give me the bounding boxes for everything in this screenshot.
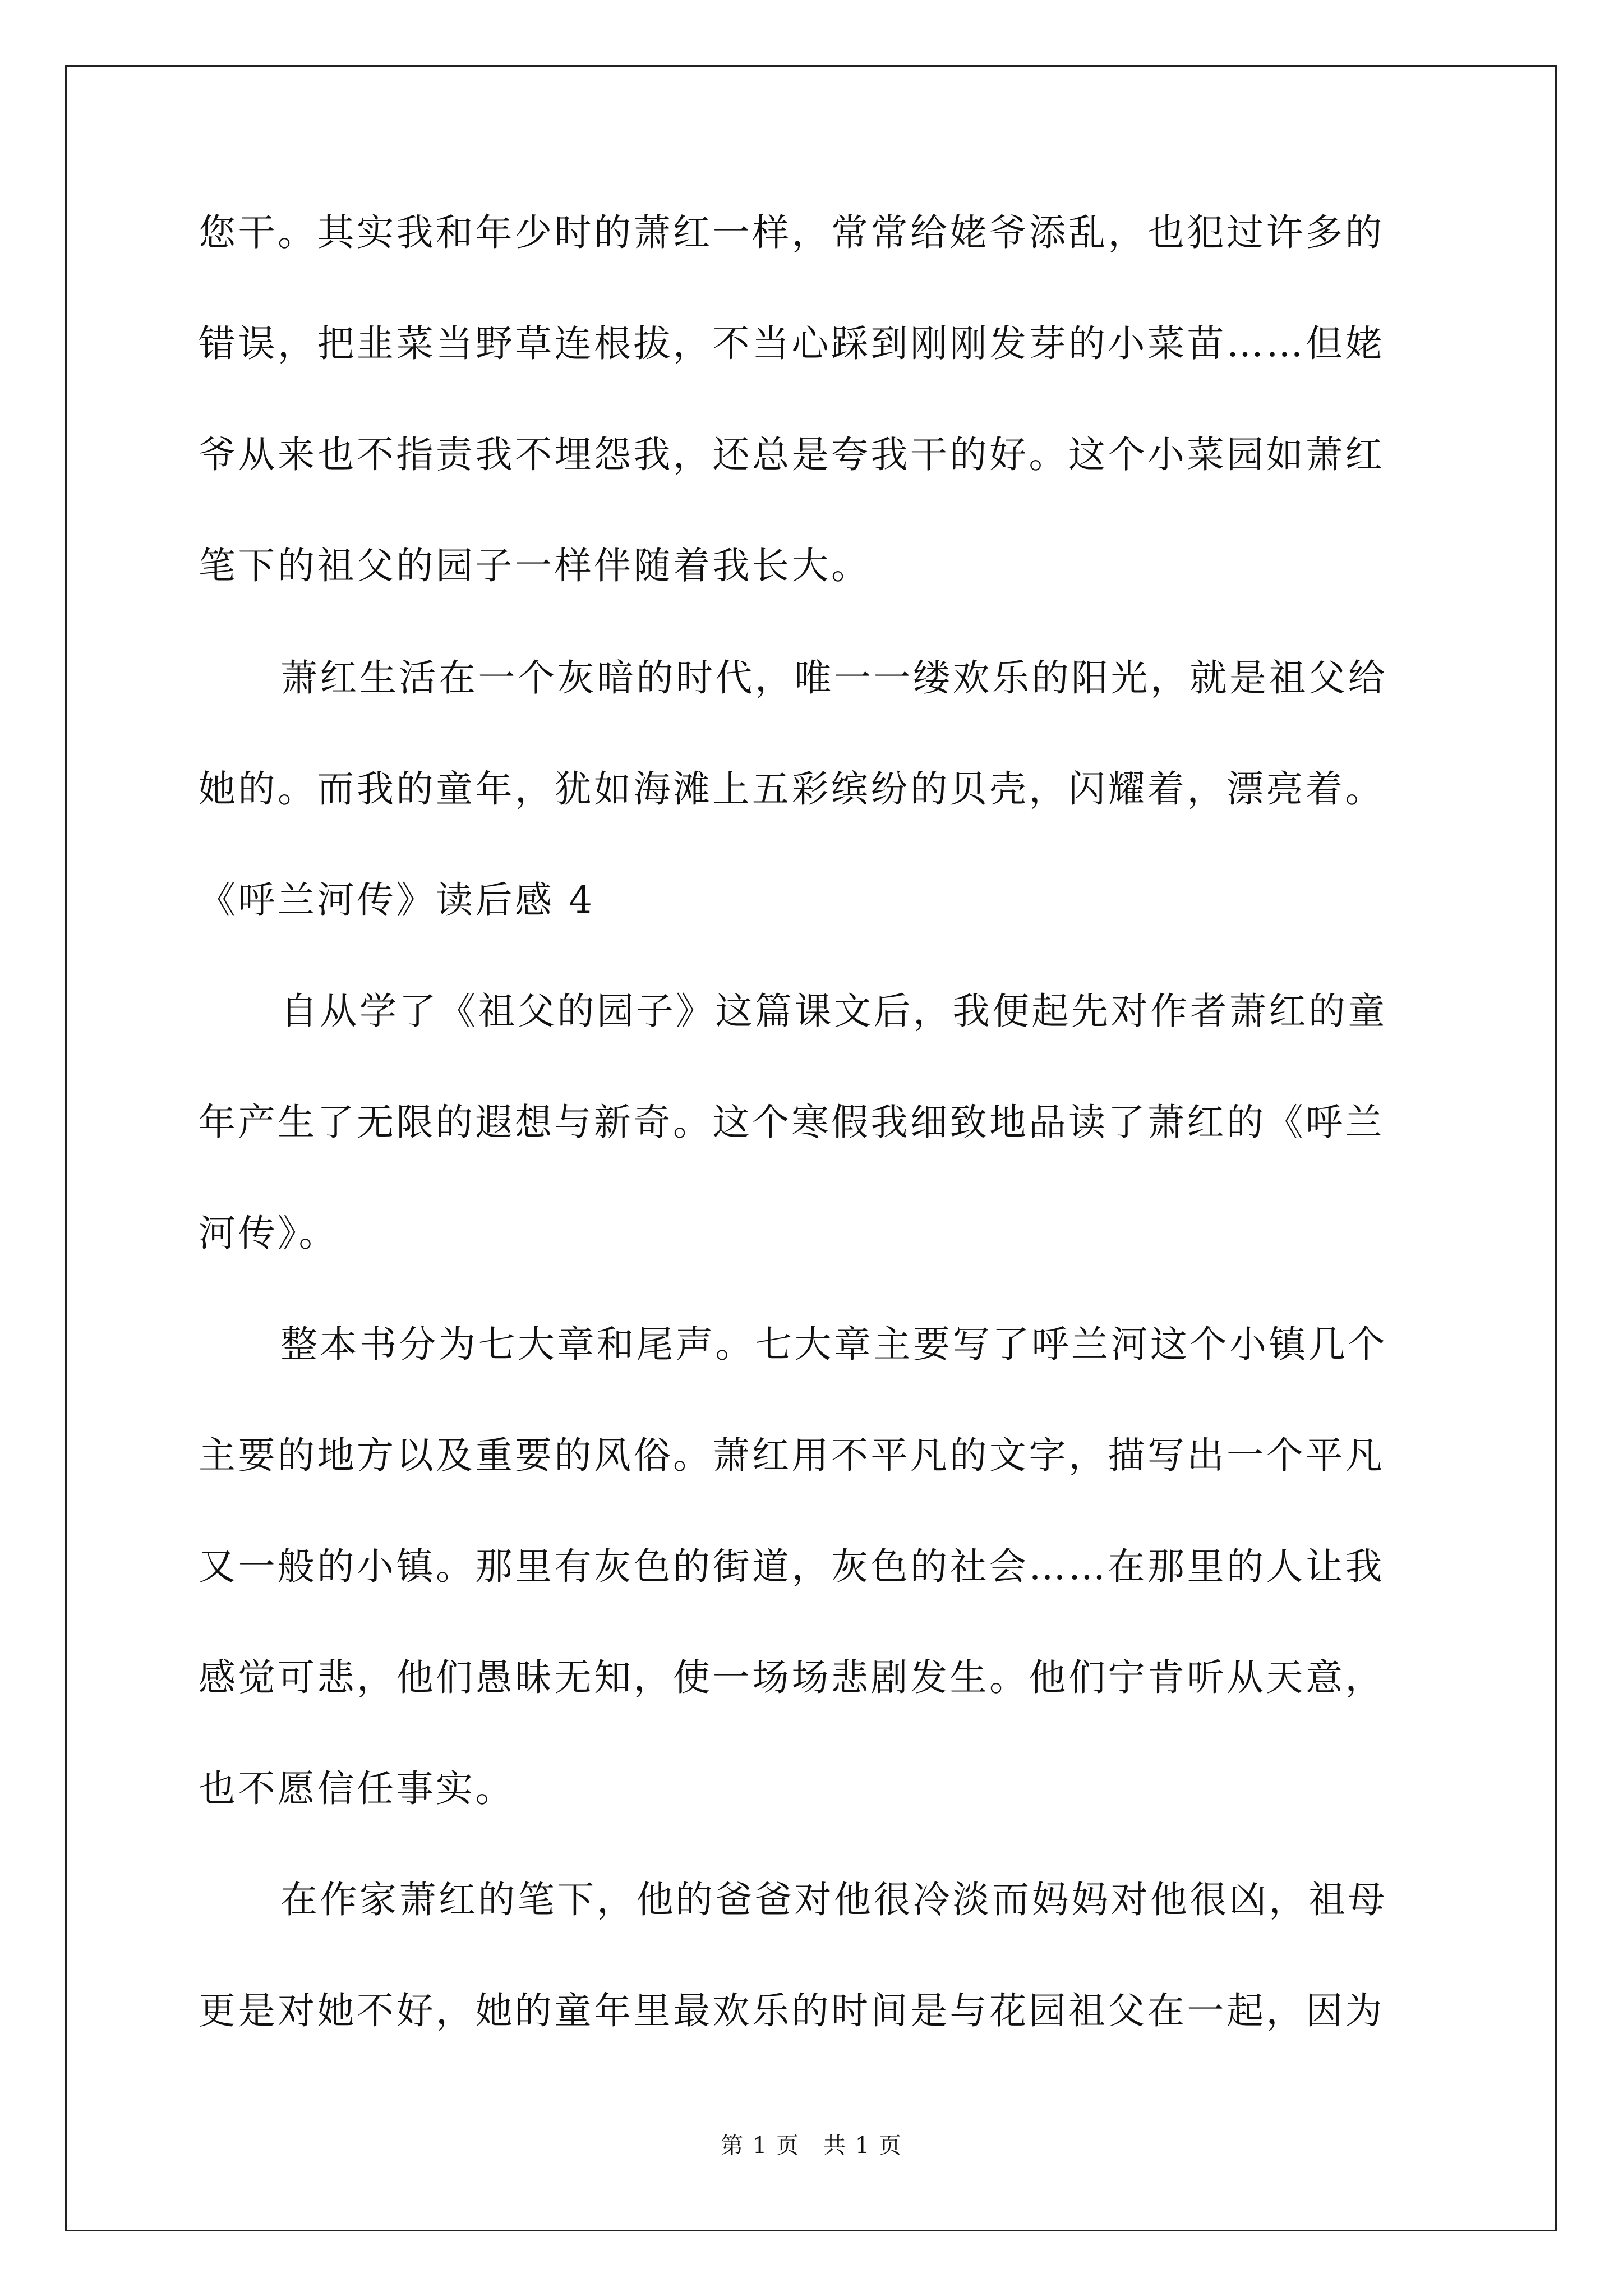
text-line: 年产生了无限的遐想与新奇。这个寒假我细致地品读了萧红的《呼兰 <box>199 1101 1385 1144</box>
text-line: 河传》。 <box>199 1212 338 1255</box>
text-line: 感觉可悲，他们愚昧无知，使一场场悲剧发生。他们宁肯听从天意， <box>199 1656 1385 1699</box>
paragraph-start-line: 萧红生活在一个灰暗的时代，唯一一缕欢乐的阳光，就是祖父给 <box>280 656 1387 700</box>
text-line: 她的。而我的童年，犹如海滩上五彩缤纷的贝壳，闪耀着，漂亮着。 <box>199 767 1385 811</box>
text-line: 笔下的祖父的园子一样伴随着我长大。 <box>199 544 871 587</box>
paragraph-start-line: 在作家萧红的笔下，他的爸爸对他很冷淡而妈妈对他很凶，祖母 <box>280 1878 1387 1921</box>
text-line: 您干。其实我和年少时的萧红一样，常常给姥爷添乱，也犯过许多的 <box>199 211 1385 254</box>
paragraph-start-line: 自从学了《祖父的园子》这篇课文后，我便起先对作者萧红的童 <box>280 990 1387 1033</box>
text-line: 爷从来也不指责我不埋怨我，还总是夸我干的好。这个小菜园如萧红 <box>199 433 1385 476</box>
paragraph-start-line: 整本书分为七大章和尾声。七大章主要写了呼兰河这个小镇几个 <box>280 1323 1387 1366</box>
page-number-footer: 第 1 页 共 1 页 <box>721 2133 902 2159</box>
text-line: 也不愿信任事实。 <box>199 1767 515 1810</box>
text-line: 又一般的小镇。那里有灰色的街道，灰色的社会……在那里的人让我 <box>199 1545 1385 1588</box>
text-line: 主要的地方以及重要的风俗。萧红用不平凡的文字，描写出一个平凡 <box>199 1434 1385 1477</box>
section-heading: 《呼兰河传》读后感 4 <box>199 878 595 922</box>
text-line: 更是对她不好，她的童年里最欢乐的时间是与花园祖父在一起，因为 <box>199 1989 1385 2032</box>
text-line: 错误，把韭菜当野草连根拔，不当心踩到刚刚发芽的小菜苗……但姥 <box>199 322 1385 365</box>
